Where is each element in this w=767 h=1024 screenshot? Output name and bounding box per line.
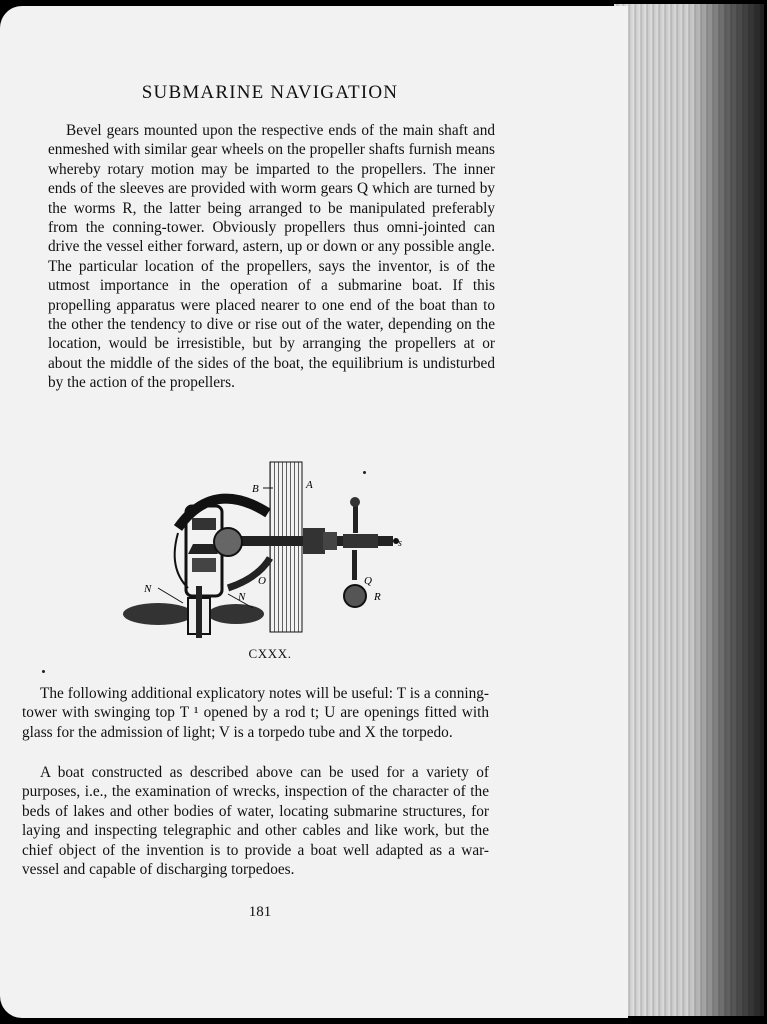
paragraph-2: The following additional explicatory notes will be useful: T is a conning-tower with swinging top T ¹ opened by a rod t; U are openings fitted with glass for the admission of light; V is a torpedo tube and X the torpedo. bbox=[22, 685, 489, 741]
propeller-mechanism-illustration bbox=[118, 458, 408, 648]
print-speck bbox=[363, 471, 366, 474]
label-o: O bbox=[258, 575, 266, 587]
paragraph-1: Bevel gears mounted upon the respective ends of the main shaft and enmeshed with similar gear wheels on the propeller shafts furnish means whereby rotary motion may be imparted to the propellers. The inner ends of the sleeves are provided with worm gears Q which are turned by the worms R, the latter being arranged to be manipulated preferably from the conning-tower. Obviously propellers thus omni-jointed can drive the vessel either forward, astern, up or down or any possible angle. The particular location of the propellers, says the inventor, is of the utmost importance in the operation of a submarine boat. If this propelling apparatus were placed nearer to one end of the boat than to the other the tendency to dive or rise out of the water, depending on the location, would be irresistible, but by arranging the propellers at or about the middle of the sides of the boat, the equilibrium is undisturbed by the action of the propellers. bbox=[48, 122, 495, 392]
label-r: R bbox=[374, 591, 381, 603]
label-n-right: N bbox=[238, 591, 246, 603]
figure-caption: CXXX. bbox=[248, 646, 292, 661]
page-number: 181 bbox=[248, 904, 272, 920]
paragraph-3: A boat constructed as described above can be used for a variety of purposes, i.e., the examination of wrecks, inspection of the character of the beds of lakes and other bodies of water, locating submarine structures, for laying and inspecting telegraphic and other cables and like work, but the chief object of the invention is to provide a boat well adapted as a war-vessel and capable of discharging torpedoes. bbox=[22, 764, 489, 879]
book-page-edges bbox=[614, 4, 764, 1016]
book-page bbox=[0, 6, 628, 1018]
label-b: B bbox=[252, 483, 259, 495]
label-q: Q bbox=[364, 575, 372, 587]
label-s: s bbox=[398, 538, 402, 549]
page-title: SUBMARINE NAVIGATION bbox=[141, 82, 399, 103]
label-a: A bbox=[306, 479, 313, 491]
print-speck bbox=[42, 670, 45, 673]
label-n-left: N bbox=[144, 583, 152, 595]
